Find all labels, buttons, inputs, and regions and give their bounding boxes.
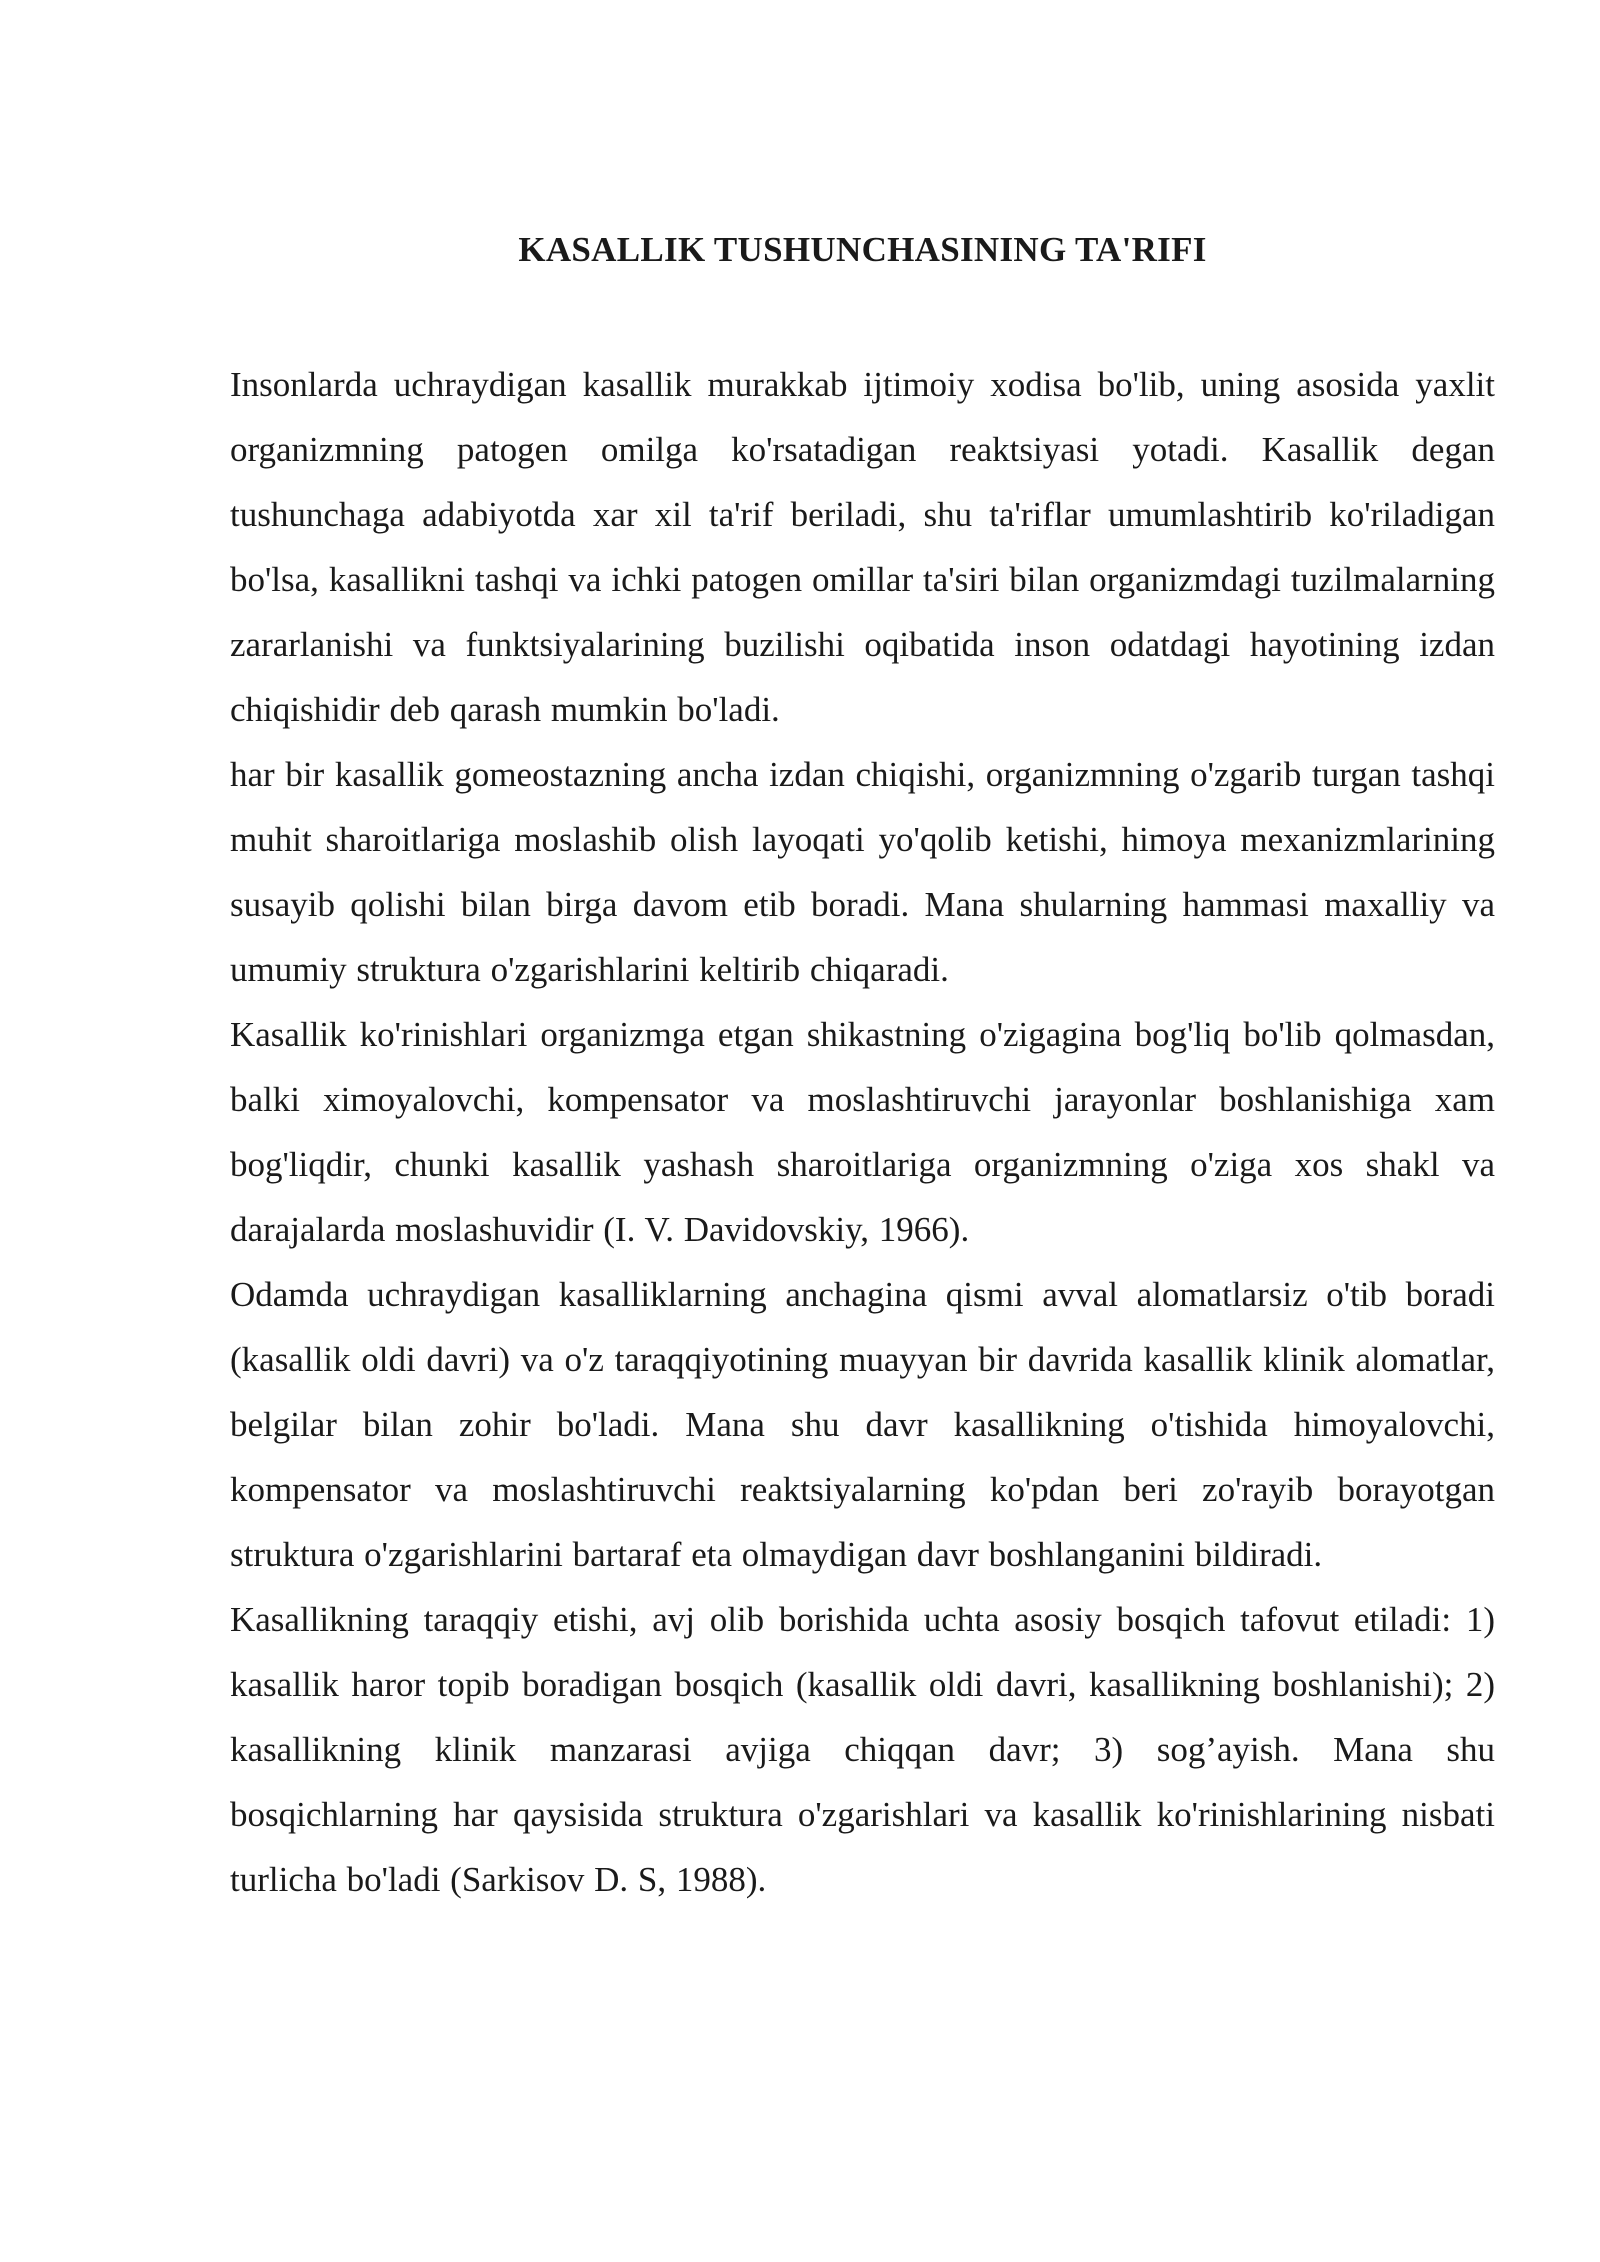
paragraph-definition: Insonlarda uchraydigan kasallik murakkab ijtimoiy xodisa bo'lib, uning asosida yaxlit organizmning patogen omilga ko'rsatadigan reaktsiyasi yotadi. Kasallik degan tushunchaga adabiyotda xar xil ta'rif beriladi, shu ta'riflar umumlashtirib ko'riladigan bo'lsa, kasallikni tashqi va ichki patogen omillar ta'siri bilan organizmdagi tuzilmalarning zararlanishi va funktsiyalarining buzilishi oqibatida inson odatdagi hayotining izdan chiqishidir deb qarash mumkin bo'ladi. [230, 365, 1495, 729]
paragraph-preclinical-period: Odamda uchraydigan kasalliklarning anchagina qismi avval alomatlarsiz o'tib boradi (kasallik oldi davri) va o'z taraqqiyotining muayyan bir davrida kasallik klinik alomatlar, belgilar bilan zohir bo'ladi. Mana shu davr kasallikning o'tishida himoyalovchi, kompensator va moslashtiruvchi reaktsiyalarning ko'pdan beri zo'rayib borayotgan struktura o'zgarishlarini bartaraf eta olmaydigan davr boshlanganini bildiradi. [230, 1275, 1495, 1574]
paragraph-manifestations: Kasallik ko'rinishlari organizmga etgan shikastning o'zigagina bog'liq bo'lib qolmasdan, balki ximoyalovchi, kompensator va moslashtiruvchi jarayonlar boshlanishiga xam bog'liqdir, chunki kasallik yashash sharoitlariga organizmning o'ziga xos shakl va darajalarda moslashuvidir (I. V. Davidovskiy, 1966). [230, 1015, 1495, 1249]
paragraph-homeostasis: har bir kasallik gomeostazning ancha izdan chiqishi, organizmning o'zgarib turgan tashqi muhit sharoitlariga moslashib olish layoqati yo'qolib ketishi, himoya mexanizmlarining susayib qolishi bilan birga davom etib boradi. Mana shularning hammasi maxalliy va umumiy struktura o'zgarishlarini keltirib chiqaradi. [230, 755, 1495, 989]
paragraph-stages: Kasallikning taraqqiy etishi, avj olib borishida uchta asosiy bosqich tafovut etiladi: 1) kasallik haror topib boradigan bosqich (kasallik oldi davri, kasallikning boshlanishi); 2) kasallikning klinik manzarasi avjiga chiqqan davr; 3) sog’ayish. Mana shu bosqichlarning har qaysisida struktura o'zgarishlari va kasallik ko'rinishlarining nisbati turlicha bo'ladi (Sarkisov D. S, 1988). [230, 1600, 1495, 1899]
document-body [230, 352, 1495, 1912]
document-title: KASALLIK TUSHUNCHASINING TA'RIFI [518, 230, 1207, 269]
